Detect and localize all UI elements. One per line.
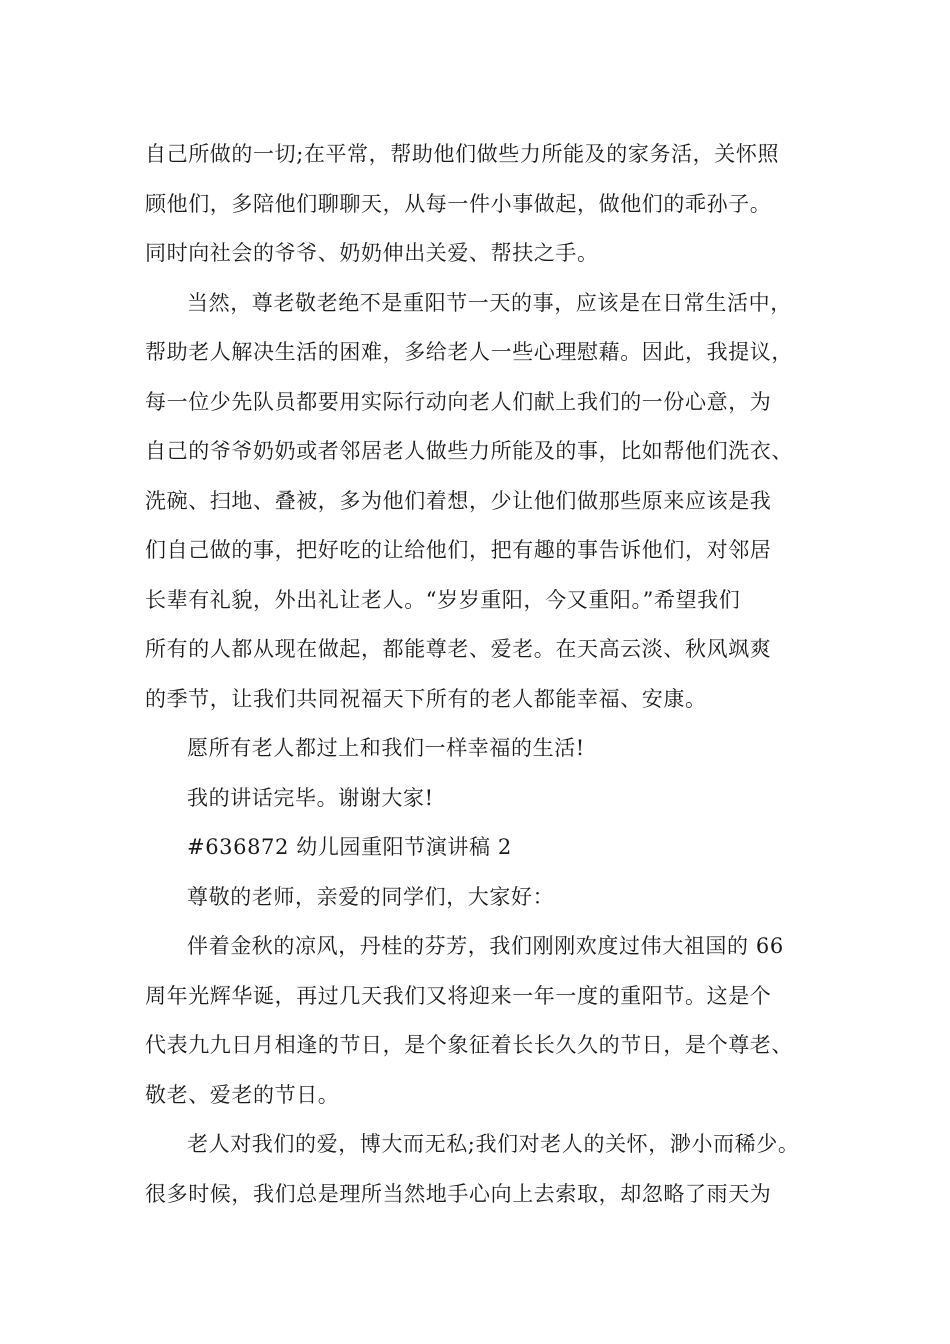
text-line: 很多时候，我们总是理所当然地手心向上去索取，却忽略了雨天为 — [145, 1181, 772, 1206]
text-line: 每一位少先队员都要用实际行动向老人们献上我们的一份心意，为 — [145, 389, 772, 414]
text-line: 帮助老人解决生活的困难，多给老人一些心理慰藉。因此，我提议， — [145, 340, 793, 364]
text-line: 尊敬的老师，亲爱的同学们，大家好： — [187, 884, 555, 909]
text-line: 代表九九日月相逢的节日，是个象征着长长久久的节日，是个尊老、 — [145, 1033, 793, 1057]
text-line: 自己的爷爷奶奶或者邻居老人做些力所能及的事，比如帮他们洗衣、 — [145, 439, 793, 463]
text-line: 顾他们，多陪他们聊聊天，从每一件小事做起，做他们的乖孙子。 — [145, 191, 772, 216]
text-line: 同时向社会的爷爷、奶奶伸出关爱、帮扶之手。 — [145, 241, 599, 265]
text-line: 伴着金秋的凉风，丹桂的芬芳，我们刚刚欢度过伟大祖国的 66 — [187, 934, 784, 958]
text-line: 敬老、爱老的节日。 — [145, 1082, 340, 1107]
text-line: 长辈有礼貌，外出礼让老人。“岁岁重阳，今又重阳。”希望我们 — [145, 587, 741, 612]
text-line: 老人对我们的爱，博大而无私;我们对老人的关怀，渺小而稀少。 — [187, 1132, 800, 1156]
text-line: #636872 幼儿园重阳节演讲稿 2 — [187, 835, 512, 859]
document-body — [145, 130, 835, 1219]
text-line: 我的讲话完毕。谢谢大家! — [187, 785, 434, 810]
text-line: 洗碗、扫地、叠被，多为他们着想，少让他们做那些原来应该是我 — [145, 488, 772, 513]
text-line: 们自己做的事，把好吃的让给他们，把有趣的事告诉他们，对邻居 — [145, 538, 772, 562]
text-line: 自己所做的一切;在平常，帮助他们做些力所能及的家务活，关怀照 — [145, 142, 780, 166]
text-line: 所有的人都从现在做起，都能尊老、爱老。在天高云淡、秋风飒爽 — [145, 637, 772, 661]
text-line: 当然，尊老敬老绝不是重阳节一天的事，应该是在日常生活中， — [187, 290, 792, 315]
text-line: 愿所有老人都过上和我们一样幸福的生活! — [187, 736, 585, 760]
text-line: 周年光辉华诞，再过几天我们又将迎来一年一度的重阳节。这是个 — [145, 983, 772, 1008]
text-line: 的季节，让我们共同祝福天下所有的老人都能幸福、安康。 — [145, 686, 707, 711]
